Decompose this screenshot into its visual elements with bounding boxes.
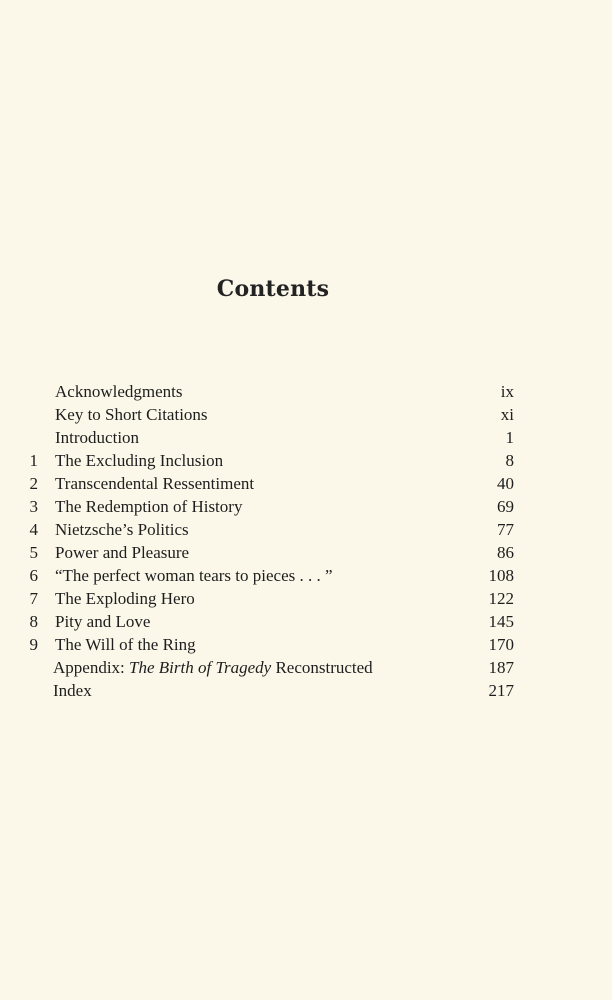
chapter-title [53, 656, 373, 679]
table-of-contents [0, 380, 612, 702]
chapter-title: Nietzsche’s Politics [55, 520, 189, 539]
chapter-number: 1 [29, 451, 38, 470]
page-number: 77 [497, 520, 514, 539]
toc-entry-chapter-5 [0, 541, 612, 564]
page-number: 217 [488, 681, 514, 700]
toc-entry-chapter-9 [0, 633, 612, 656]
chapter-number: 5 [29, 543, 38, 562]
chapter-title: The Exploding Hero [55, 589, 195, 608]
chapter-title: Acknowledgments [55, 382, 183, 401]
toc-entry-key-to-short-citations [0, 403, 612, 426]
chapter-number: 3 [29, 497, 38, 516]
toc-entry-chapter-7 [0, 587, 612, 610]
page-number: 145 [488, 612, 514, 631]
page-number: 187 [488, 658, 514, 677]
chapter-title: “The perfect woman tears to pieces . . . ” [55, 566, 333, 585]
chapter-title: Key to Short Citations [55, 405, 208, 424]
chapter-number: 9 [29, 635, 38, 654]
toc-entry-chapter-6 [0, 564, 612, 587]
chapter-number: 7 [29, 589, 38, 608]
page-number: 170 [488, 635, 514, 654]
page-number: 8 [505, 451, 514, 470]
page-number: 86 [497, 543, 514, 562]
chapter-number: 4 [29, 520, 38, 539]
chapter-number: 8 [29, 612, 38, 631]
toc-entry-introduction [0, 426, 612, 449]
page-number: 122 [488, 589, 514, 608]
toc-entry-chapter-2 [0, 472, 612, 495]
chapter-title: The Will of the Ring [55, 635, 196, 654]
toc-entry-chapter-1 [0, 449, 612, 472]
chapter-number: 6 [29, 566, 38, 585]
appendix-italic-title: The Birth of Tragedy [129, 658, 272, 677]
toc-entry-chapter-8 [0, 610, 612, 633]
chapter-title: Pity and Love [55, 612, 151, 631]
chapter-title: Transcendental Ressentiment [55, 474, 255, 493]
page-number: 40 [497, 474, 514, 493]
page-number: 69 [497, 497, 514, 516]
toc-entry-acknowledgments [0, 380, 612, 403]
chapter-title: The Excluding Inclusion [55, 451, 224, 470]
page-title: Contents [216, 276, 330, 302]
page-number: ix [500, 382, 514, 401]
toc-entry-index [0, 679, 612, 702]
page-number: 108 [488, 566, 514, 585]
page-number: 1 [505, 428, 514, 447]
toc-entry-chapter-3 [0, 495, 612, 518]
page-number: xi [500, 405, 514, 424]
toc-entry-appendix [0, 656, 612, 679]
chapter-number: 2 [29, 474, 38, 493]
appendix-suffix: Reconstructed [271, 658, 373, 677]
appendix-prefix: Appendix: [53, 658, 130, 677]
chapter-title: Introduction [55, 428, 140, 447]
chapter-title: Power and Pleasure [55, 543, 190, 562]
chapter-title: The Redemption of History [55, 497, 243, 516]
chapter-title: Index [53, 681, 92, 700]
toc-entry-chapter-4 [0, 518, 612, 541]
